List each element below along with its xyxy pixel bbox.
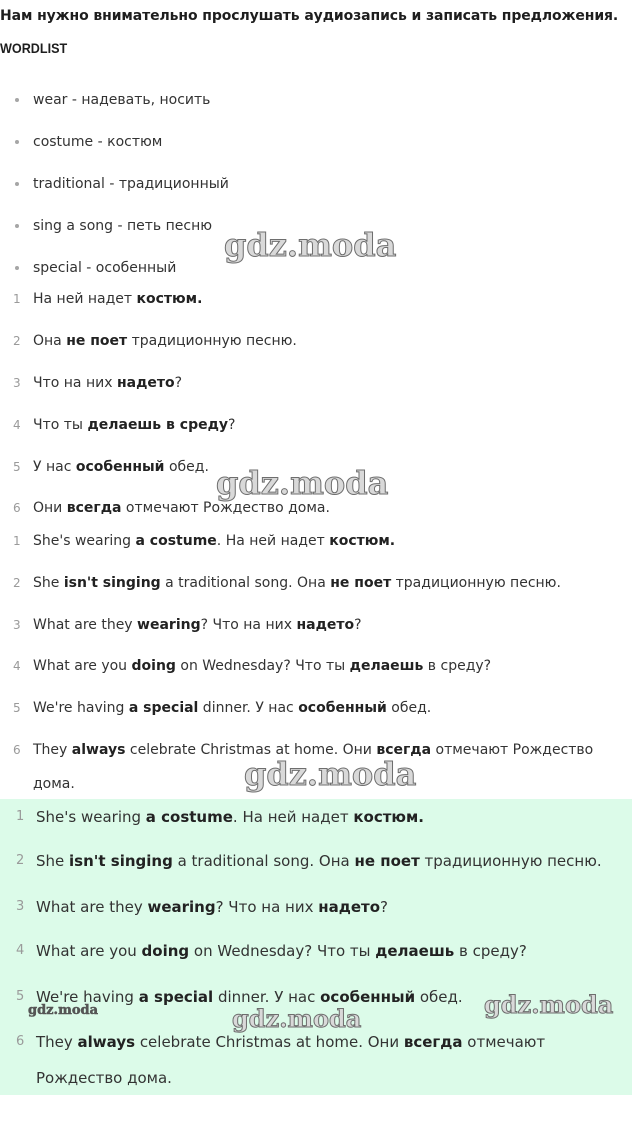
text-fragment: Они <box>33 500 67 516</box>
bold-fragment: a costume <box>145 808 233 826</box>
bold-fragment: isn't singing <box>69 852 173 870</box>
item-text <box>36 986 631 1008</box>
watermark: gdz.moda <box>484 990 614 1019</box>
wordlist-item-text: sing a song - петь песню <box>33 218 213 234</box>
text-fragment: What are they <box>36 898 148 916</box>
item-text <box>33 456 628 478</box>
text-fragment: She's wearing <box>36 808 146 826</box>
item-number: 6 <box>16 1034 25 1049</box>
text-fragment: dinner. У нас <box>198 700 299 716</box>
item-text <box>36 850 631 872</box>
item-text <box>33 655 628 677</box>
bold-fragment: a special <box>138 988 214 1006</box>
text-fragment: celebrate Christmas at home. Они <box>125 742 377 758</box>
item-text <box>33 614 628 636</box>
text-fragment: У нас <box>33 459 76 475</box>
text-fragment: . На ней надет <box>232 808 354 826</box>
text-fragment: ? <box>228 417 236 433</box>
item-number: 4 <box>13 418 21 432</box>
bullet-icon <box>15 140 19 144</box>
item-text <box>33 372 628 394</box>
item-number: 1 <box>16 809 25 824</box>
text-fragment: They <box>36 1033 78 1051</box>
bold-fragment: a costume <box>135 533 217 549</box>
item-number: 6 <box>13 501 21 515</box>
item-text <box>33 572 628 594</box>
text-fragment: в среду? <box>454 942 527 960</box>
item-number: 1 <box>13 292 21 306</box>
item-number: 1 <box>13 534 21 548</box>
text-fragment: . На ней надет <box>216 533 330 549</box>
item-text <box>33 414 628 436</box>
item-number: 4 <box>13 659 21 673</box>
bold-fragment: не поет <box>66 333 128 349</box>
bold-fragment: wearing <box>137 617 201 633</box>
bold-fragment: doing <box>141 942 190 960</box>
text-fragment: on Wednesday? Что ты <box>175 658 350 674</box>
text-fragment: отмечают Рождество дома. <box>33 742 594 792</box>
bold-fragment: костюм. <box>329 533 396 549</box>
item-text <box>33 733 623 801</box>
intro-text: Нам нужно внимательно прослушать аудиозапись и записать предложения. <box>0 8 619 24</box>
text-fragment: обед. <box>164 459 209 475</box>
text-fragment: They <box>33 742 72 758</box>
bold-fragment: не поет <box>330 575 392 591</box>
item-text <box>33 697 628 719</box>
bold-fragment: doing <box>131 658 176 674</box>
bullet-icon <box>15 182 19 186</box>
text-fragment: традиционную песню. <box>419 852 602 870</box>
text-fragment: What are you <box>33 658 132 674</box>
item-number: 2 <box>13 576 21 590</box>
text-fragment: обед. <box>386 700 432 716</box>
text-fragment: ? <box>174 375 183 391</box>
text-fragment: в среду? <box>423 658 492 674</box>
text-fragment: We're having <box>36 988 139 1006</box>
text-fragment: Что ты <box>33 417 88 433</box>
text-fragment: отмечают Рождество дома. <box>121 500 330 516</box>
item-number: 2 <box>13 334 21 348</box>
bold-fragment: надето <box>116 375 175 391</box>
answer-box <box>0 799 632 1095</box>
text-fragment: We're having <box>33 700 129 716</box>
bold-fragment: особенный <box>320 988 416 1006</box>
bold-fragment: костюм. <box>353 808 424 826</box>
bullet-icon <box>15 266 19 270</box>
item-number: 3 <box>13 376 21 390</box>
text-fragment: Что на них <box>33 375 117 391</box>
wordlist-item-text: wear - надевать, носить <box>33 92 211 108</box>
item-number: 4 <box>16 943 25 958</box>
item-text <box>36 1024 596 1096</box>
text-fragment: a traditional song. Она <box>172 852 355 870</box>
bold-fragment: isn't singing <box>63 575 161 591</box>
watermark: gdz.moda <box>224 226 397 264</box>
item-number: 3 <box>13 618 21 632</box>
bullet-icon <box>15 224 19 228</box>
watermark: gdz.moda <box>244 755 417 793</box>
text-fragment: обед. <box>415 988 463 1006</box>
item-number: 5 <box>13 701 21 715</box>
text-fragment: What are they <box>33 617 138 633</box>
text-fragment: отмечают Рождество дома. <box>36 1033 546 1087</box>
item-text <box>33 497 628 519</box>
text-fragment: celebrate Christmas at home. Они <box>135 1033 404 1051</box>
text-fragment: on Wednesday? Что ты <box>189 942 376 960</box>
text-fragment: She <box>33 575 64 591</box>
bold-fragment: всегда <box>376 742 432 758</box>
text-fragment: ? <box>354 617 362 633</box>
text-fragment: традиционную песню. <box>391 575 561 591</box>
text-fragment: ? Что на них <box>215 898 319 916</box>
text-fragment: традиционную песню. <box>127 333 297 349</box>
bold-fragment: делаешь <box>349 658 424 674</box>
bold-fragment: всегда <box>403 1033 463 1051</box>
text-fragment: dinner. У нас <box>213 988 321 1006</box>
item-number: 5 <box>13 460 21 474</box>
wordlist-item-text: costume - костюм <box>33 134 163 150</box>
item-number: 2 <box>16 853 25 868</box>
bold-fragment: костюм. <box>136 291 203 307</box>
bold-fragment: a special <box>128 700 199 716</box>
bullet-icon <box>15 98 19 102</box>
text-fragment: a traditional song. Она <box>160 575 331 591</box>
item-text <box>33 330 628 352</box>
text-fragment: She's wearing <box>33 533 136 549</box>
text-fragment: What are you <box>36 942 142 960</box>
bold-fragment: делаешь <box>375 942 455 960</box>
text-fragment: ? <box>380 898 388 916</box>
bold-fragment: особенный <box>298 700 387 716</box>
item-number: 3 <box>16 899 25 914</box>
wordlist-item-text: special - особенный <box>33 260 177 276</box>
item-number: 5 <box>16 989 25 1004</box>
bold-fragment: wearing <box>147 898 216 916</box>
bold-fragment: не поет <box>354 852 420 870</box>
watermark: gdz.moda <box>232 1004 362 1033</box>
bold-fragment: надето <box>318 898 381 916</box>
item-text <box>36 896 631 918</box>
watermark: gdz.moda <box>28 1003 99 1018</box>
wordlist-heading: WORDLIST <box>0 40 68 56</box>
item-text <box>33 288 628 310</box>
text-fragment: Она <box>33 333 67 349</box>
item-number: 6 <box>13 743 21 757</box>
bold-fragment: надето <box>296 617 355 633</box>
wordlist-item-text: traditional - традиционный <box>33 176 229 192</box>
text-fragment: She <box>36 852 70 870</box>
item-text <box>36 940 631 962</box>
bold-fragment: делаешь в среду <box>87 417 229 433</box>
bold-fragment: always <box>71 742 126 758</box>
bold-fragment: всегда <box>66 500 122 516</box>
text-fragment: На ней надет <box>33 291 137 307</box>
text-fragment: ? Что на них <box>200 617 297 633</box>
watermark: gdz.moda <box>216 464 389 502</box>
item-text <box>33 530 628 552</box>
bold-fragment: особенный <box>75 459 165 475</box>
item-text <box>36 806 631 828</box>
bold-fragment: always <box>77 1033 136 1051</box>
